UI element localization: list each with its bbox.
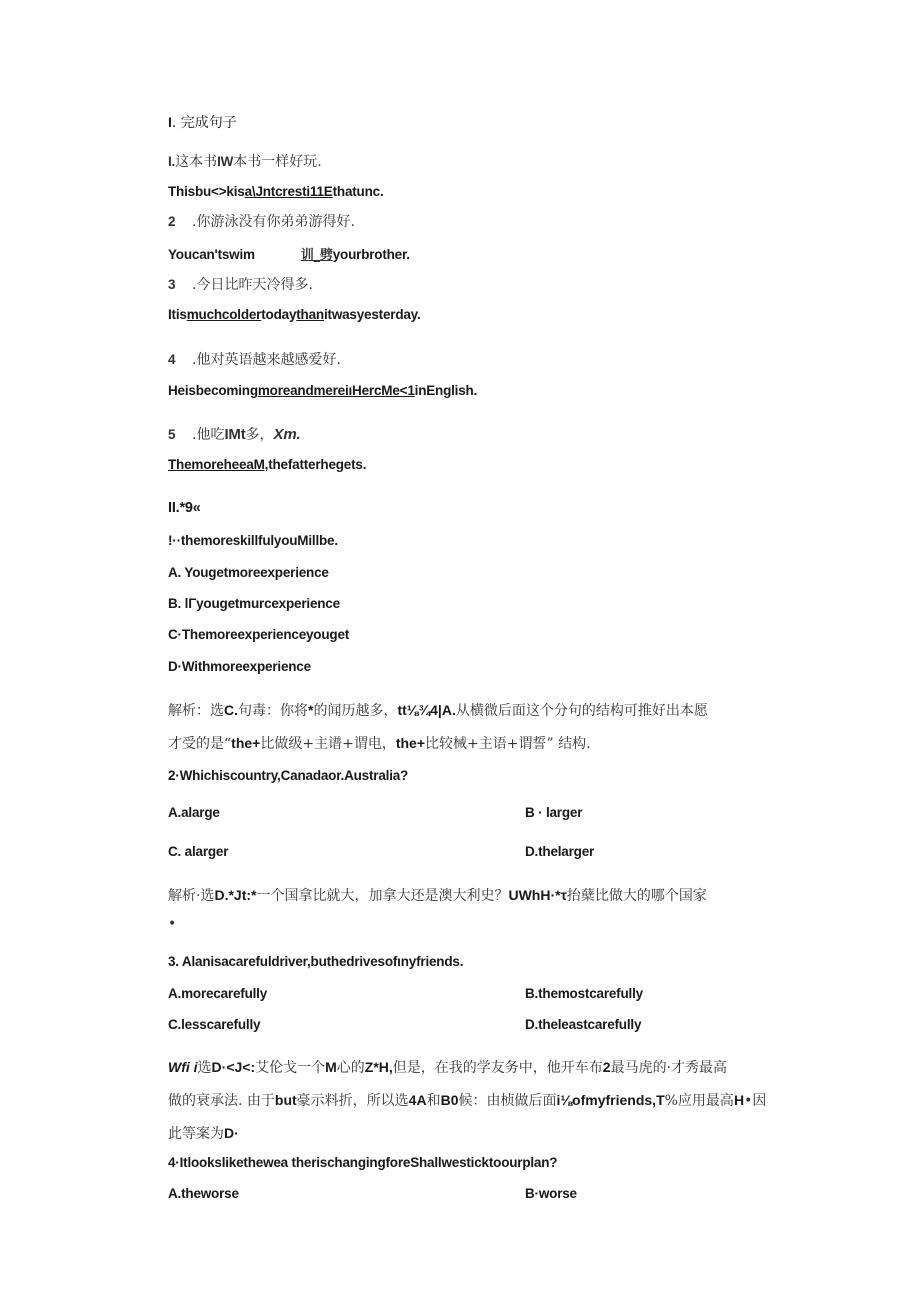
item-1-zh-a: 这本书	[175, 154, 218, 170]
q1-exp-answer: C.	[224, 702, 238, 718]
item-2-number: 2	[168, 214, 176, 229]
q3-stem: 3. Alanisacarefuldriver,buthedrivesofιnyfriends.	[168, 954, 464, 969]
item-1-answer: a\Jntcresti11E	[244, 184, 333, 199]
q4-stem: 4·Itlookslikethewea therischangingforeShallwesticktoourplan?	[168, 1155, 558, 1170]
q1-exp-t1: 句毒：你将	[238, 703, 308, 719]
q3-exp-l2-t1: 做的衰承法. 由于	[168, 1093, 275, 1109]
q1-stem: !··themoreskillfulyouMillbe.	[168, 533, 338, 548]
q2-stem: 2·Whichiscountry,Canadaor.Australia?	[168, 768, 409, 783]
q4-option-b: B·worse	[525, 1186, 577, 1201]
q2-option-c: C. alarger	[168, 844, 229, 859]
q3-exp-l2-b5: H	[733, 1092, 745, 1108]
q2-row-2	[168, 844, 595, 859]
item-2-en-pre: Youcan'tswim	[168, 247, 255, 262]
item-5-number: 5	[168, 427, 176, 442]
q1-exp-b2: *	[308, 702, 314, 718]
q1-exp-prefix: 解析：选	[168, 703, 224, 719]
q4-option-a: A.theworse	[168, 1186, 239, 1201]
q1-exp-l2-t3: 比较械+主语+谓誓” 结构.	[425, 736, 591, 752]
item-1-en-post: thatunc.	[332, 184, 384, 199]
q3-exp-b3: Z*H,	[364, 1059, 393, 1075]
item-4-en-pre: Heisbecoming	[168, 383, 258, 398]
q1-exp-t3: 从横微后面这个分句的结构可推好出本愿	[455, 703, 708, 719]
q2-exp-answer: D.*Jt:*	[214, 887, 257, 903]
q3-exp-l2-t5: %应用最高	[664, 1093, 734, 1109]
item-1-mark: I.	[168, 154, 176, 169]
q2-row-1	[168, 805, 583, 820]
q1-exp-t2: 的闻历越多，	[313, 703, 398, 719]
q3-exp-b2: M	[325, 1059, 337, 1075]
q3-exp-l2-t4: 候：由桢做后面	[458, 1093, 557, 1109]
q3-exp-t1: 艾伦戈一个	[255, 1060, 326, 1076]
q3-exp-l2-b1: but	[274, 1092, 297, 1108]
q3-option-d: D.theleastcarefully	[525, 1017, 642, 1032]
q3-exp-l2-t6: •因	[744, 1093, 767, 1109]
item-4-chinese	[168, 349, 341, 369]
item-1-en-pre: Thisbu<>kis	[168, 184, 245, 199]
item-3-en-post: itwasyesterday.	[323, 307, 421, 322]
q2-exp-prefix: 解析·选	[168, 888, 215, 904]
q3-explanation-line-2	[168, 1090, 766, 1110]
q1-exp-l2-b1: the+	[231, 735, 261, 751]
q1-explanation-line-2	[168, 733, 591, 753]
q2-option-b: B · larger	[525, 805, 583, 820]
q1-option-c: C·Themoreexperienceyouget	[168, 627, 350, 642]
q2-exp-t2: 抬蘖比做大的哪个国家	[566, 888, 707, 904]
q3-exp-answer: D·<J<:	[211, 1059, 256, 1075]
item-2-zh: .你游泳没有你弟弟游得好.	[192, 214, 355, 230]
q2-exp-t1: 一个国拿比就大，加拿大还是澳大利史？	[256, 888, 509, 904]
q3-exp-t4: 最马虎的·才秀最高	[610, 1060, 728, 1076]
item-4-zh: .他对英语越来越感爱好.	[192, 352, 341, 368]
q3-row-1	[168, 986, 643, 1001]
q3-explanation-line-3	[168, 1123, 239, 1143]
q2-option-d: D.thelarger	[525, 844, 595, 859]
q2-option-a: A.alarge	[168, 805, 220, 820]
q3-explanation-line-1	[168, 1057, 727, 1077]
item-2-answer: 训_劈	[300, 248, 333, 263]
item-5-zh-a: .他吃	[192, 427, 225, 443]
item-5-english	[168, 457, 366, 472]
section-1-title: . 完成句子	[171, 115, 237, 131]
q3-row-2	[168, 1017, 642, 1032]
q2-exp-b2: UWhH·*τ	[508, 887, 567, 903]
item-1-chinese	[168, 151, 322, 171]
item-5-chinese	[168, 424, 300, 444]
q3-exp-b0: Wfi i	[168, 1059, 198, 1075]
q1-option-d: D·Withmoreexperience	[168, 659, 311, 674]
q1-exp-b3: tt⅛¾4|A.	[397, 702, 456, 718]
section-1-heading	[168, 112, 237, 132]
item-3-number: 3	[168, 277, 176, 292]
item-2-english	[168, 244, 410, 263]
q3-exp-l2-t2: 豪示料折，所以选	[296, 1093, 409, 1109]
item-3-answer-b: than	[296, 307, 324, 322]
item-4-answer: moreandmereiıHercMe<1	[257, 383, 415, 398]
item-1-english	[168, 184, 384, 199]
q3-exp-l2-b2: 4A	[408, 1092, 427, 1108]
section-1-mark: I	[168, 114, 172, 130]
item-3-chinese	[168, 274, 313, 294]
q2-explanation-line-1	[168, 885, 707, 905]
item-2-chinese	[168, 211, 355, 231]
q1-exp-l2-t2: 比做级+主谱+谓电，	[260, 736, 396, 752]
q1-option-b: B. lΓyougetmurcexperience	[168, 596, 340, 611]
q1-option-a: A. Yougetmoreexperience	[168, 565, 329, 580]
item-5-en-post: thefatterhegets.	[268, 457, 367, 472]
q3-option-a: A.morecarefully	[168, 986, 268, 1001]
item-5-zh-b: 多，	[245, 427, 274, 443]
section-2-heading: II.*9«	[168, 500, 201, 516]
item-5-answer: ThemoreheeaM,	[168, 457, 269, 472]
q3-exp-t3: 但是，在我的学友务中，他开车布	[392, 1060, 603, 1076]
item-3-zh: .今日比昨天冷得多.	[192, 277, 313, 293]
q3-option-b: B.themostcarefully	[525, 986, 643, 1001]
q3-exp-t2: 心的	[336, 1060, 365, 1076]
item-3-en-mid: today	[261, 307, 297, 322]
item-4-number: 4	[168, 352, 176, 367]
item-3-en-pre: Itis	[168, 307, 187, 322]
q3-exp-l2-b4: i⅛ofmyfriends,T	[556, 1092, 665, 1108]
q2-explanation-line-2: •	[168, 916, 177, 932]
q3-exp-l2-b3: B0	[440, 1092, 459, 1108]
q3-exp-b4: 2	[602, 1059, 611, 1075]
q3-option-c: C.lesscarefully	[168, 1017, 261, 1032]
item-1-zh-b: 本书一样好玩.	[233, 154, 322, 170]
q3-exp-t0: 选	[197, 1060, 212, 1076]
q1-explanation-line-1	[168, 700, 708, 720]
q3-exp-l3-t1: 此等案为	[168, 1126, 224, 1142]
item-3-answer-a: muchcolder	[186, 307, 262, 322]
q1-exp-l2-t1: 才受的是“	[168, 736, 232, 752]
item-3-english	[168, 307, 421, 322]
q1-exp-l2-b2: the+	[395, 735, 426, 751]
q3-exp-l2-t3: 和	[426, 1093, 441, 1109]
q4-row-1	[168, 1186, 577, 1201]
item-4-english	[168, 383, 477, 398]
q3-exp-l3-b1: D·	[224, 1125, 239, 1141]
item-5-zh-bold-2: Xm.	[273, 426, 301, 443]
item-2-en-post: yourbrother.	[332, 247, 410, 262]
item-4-en-post: inEnglish.	[414, 383, 478, 398]
item-1-zh-bold: IW	[217, 154, 234, 169]
item-5-zh-bold: IMt	[224, 426, 246, 443]
